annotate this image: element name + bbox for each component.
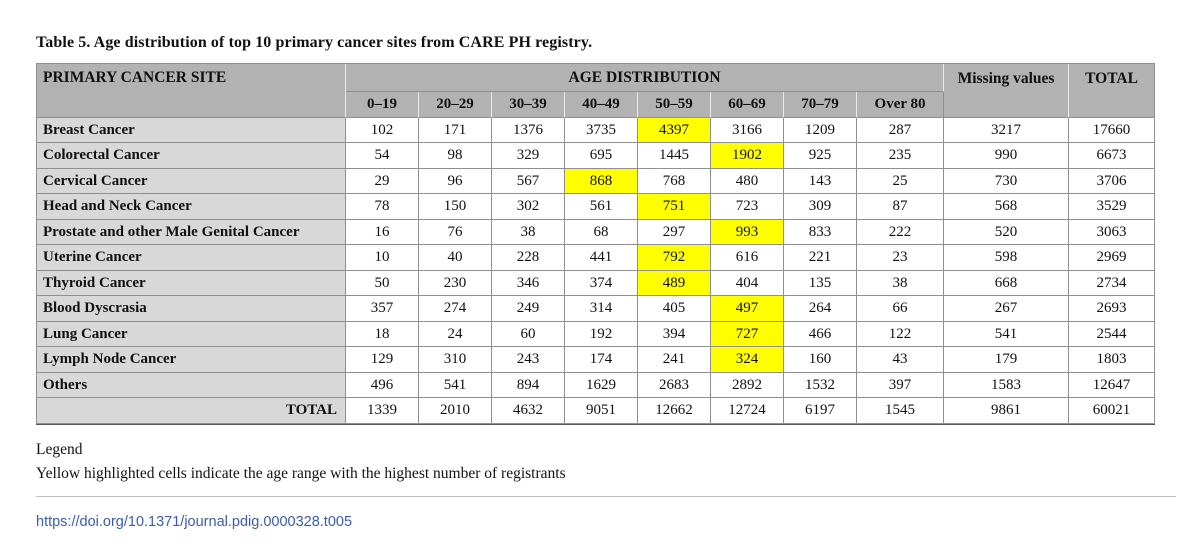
age-cell: 404 bbox=[711, 271, 784, 297]
age-cell: 1445 bbox=[638, 143, 711, 169]
table-row bbox=[37, 296, 1155, 322]
total-age-cell: 9051 bbox=[565, 398, 638, 424]
missing-values-cell: 3217 bbox=[944, 118, 1069, 144]
total-age-cell: 12662 bbox=[638, 398, 711, 424]
age-cell-highlighted: 324 bbox=[711, 347, 784, 373]
age-cell: 274 bbox=[419, 296, 492, 322]
col-header-age-20-29: 20–29 bbox=[419, 92, 492, 118]
age-cell: 221 bbox=[784, 245, 857, 271]
data-table bbox=[36, 63, 1155, 425]
age-cell-highlighted: 792 bbox=[638, 245, 711, 271]
age-cell: 2683 bbox=[638, 373, 711, 399]
row-label: Blood Dyscrasia bbox=[37, 296, 346, 322]
row-total-cell: 6673 bbox=[1069, 143, 1155, 169]
age-cell: 496 bbox=[346, 373, 419, 399]
age-cell: 222 bbox=[857, 220, 944, 246]
table-row bbox=[37, 143, 1155, 169]
age-cell: 76 bbox=[419, 220, 492, 246]
age-cell: 38 bbox=[492, 220, 565, 246]
missing-values-cell: 990 bbox=[944, 143, 1069, 169]
row-label: Cervical Cancer bbox=[37, 169, 346, 195]
total-row-label: TOTAL bbox=[37, 398, 346, 424]
age-cell: 122 bbox=[857, 322, 944, 348]
age-cell-highlighted: 1902 bbox=[711, 143, 784, 169]
total-age-cell: 1545 bbox=[857, 398, 944, 424]
row-label: Others bbox=[37, 373, 346, 399]
total-missing-cell: 9861 bbox=[944, 398, 1069, 424]
age-cell: 561 bbox=[565, 194, 638, 220]
col-header-age-distribution: AGE DISTRIBUTION bbox=[346, 64, 944, 92]
age-cell: 314 bbox=[565, 296, 638, 322]
table-body bbox=[37, 118, 1155, 424]
age-cell: 96 bbox=[419, 169, 492, 195]
table-row bbox=[37, 245, 1155, 271]
age-cell: 329 bbox=[492, 143, 565, 169]
age-cell: 309 bbox=[784, 194, 857, 220]
row-total-cell: 2544 bbox=[1069, 322, 1155, 348]
age-cell: 60 bbox=[492, 322, 565, 348]
age-cell: 1629 bbox=[565, 373, 638, 399]
age-cell: 29 bbox=[346, 169, 419, 195]
age-cell: 297 bbox=[638, 220, 711, 246]
age-cell: 87 bbox=[857, 194, 944, 220]
missing-values-cell: 668 bbox=[944, 271, 1069, 297]
age-cell: 616 bbox=[711, 245, 784, 271]
age-cell-highlighted: 868 bbox=[565, 169, 638, 195]
age-cell: 66 bbox=[857, 296, 944, 322]
row-label: Head and Neck Cancer bbox=[37, 194, 346, 220]
table-row bbox=[37, 220, 1155, 246]
age-cell: 3166 bbox=[711, 118, 784, 144]
row-label: Lymph Node Cancer bbox=[37, 347, 346, 373]
col-header-missing-values: Missing values bbox=[944, 64, 1069, 118]
col-header-age-30-39: 30–39 bbox=[492, 92, 565, 118]
legend-heading: Legend bbox=[36, 440, 83, 458]
missing-values-cell: 179 bbox=[944, 347, 1069, 373]
col-header-age-40-49: 40–49 bbox=[565, 92, 638, 118]
age-cell: 25 bbox=[857, 169, 944, 195]
age-cell: 171 bbox=[419, 118, 492, 144]
age-cell: 466 bbox=[784, 322, 857, 348]
age-cell: 135 bbox=[784, 271, 857, 297]
row-total-cell: 1803 bbox=[1069, 347, 1155, 373]
row-label: Colorectal Cancer bbox=[37, 143, 346, 169]
age-cell: 1532 bbox=[784, 373, 857, 399]
row-total-cell: 12647 bbox=[1069, 373, 1155, 399]
age-cell: 397 bbox=[857, 373, 944, 399]
missing-values-cell: 598 bbox=[944, 245, 1069, 271]
table-caption: Table 5. Age distribution of top 10 primary cancer sites from CARE PH registry. bbox=[36, 34, 593, 51]
age-cell: 249 bbox=[492, 296, 565, 322]
missing-values-cell: 520 bbox=[944, 220, 1069, 246]
missing-values-cell: 730 bbox=[944, 169, 1069, 195]
age-cell: 3735 bbox=[565, 118, 638, 144]
age-cell: 174 bbox=[565, 347, 638, 373]
col-header-age-60-69: 60–69 bbox=[711, 92, 784, 118]
missing-values-cell: 568 bbox=[944, 194, 1069, 220]
row-total-cell: 17660 bbox=[1069, 118, 1155, 144]
age-cell: 160 bbox=[784, 347, 857, 373]
total-age-cell: 2010 bbox=[419, 398, 492, 424]
col-header-total: TOTAL bbox=[1069, 64, 1155, 118]
age-cell: 98 bbox=[419, 143, 492, 169]
age-cell: 16 bbox=[346, 220, 419, 246]
age-cell: 567 bbox=[492, 169, 565, 195]
age-cell: 723 bbox=[711, 194, 784, 220]
row-total-cell: 2693 bbox=[1069, 296, 1155, 322]
table-row bbox=[37, 169, 1155, 195]
age-cell: 23 bbox=[857, 245, 944, 271]
age-cell: 1209 bbox=[784, 118, 857, 144]
age-cell-highlighted: 751 bbox=[638, 194, 711, 220]
age-cell: 264 bbox=[784, 296, 857, 322]
age-cell: 405 bbox=[638, 296, 711, 322]
doi-link[interactable]: https://doi.org/10.1371/journal.pdig.0000328.t005 bbox=[36, 513, 353, 530]
age-cell: 310 bbox=[419, 347, 492, 373]
legend-block bbox=[36, 441, 1170, 483]
age-cell: 357 bbox=[346, 296, 419, 322]
age-cell: 480 bbox=[711, 169, 784, 195]
col-header-age-over-80: Over 80 bbox=[857, 92, 944, 118]
row-total-cell: 2734 bbox=[1069, 271, 1155, 297]
row-label: Breast Cancer bbox=[37, 118, 346, 144]
age-cell: 230 bbox=[419, 271, 492, 297]
missing-values-cell: 541 bbox=[944, 322, 1069, 348]
age-cell: 43 bbox=[857, 347, 944, 373]
age-cell: 235 bbox=[857, 143, 944, 169]
table-row bbox=[37, 271, 1155, 297]
total-age-cell: 6197 bbox=[784, 398, 857, 424]
age-cell: 243 bbox=[492, 347, 565, 373]
age-cell: 143 bbox=[784, 169, 857, 195]
row-label: Lung Cancer bbox=[37, 322, 346, 348]
age-cell-highlighted: 489 bbox=[638, 271, 711, 297]
col-header-age-0-19: 0–19 bbox=[346, 92, 419, 118]
age-cell: 241 bbox=[638, 347, 711, 373]
age-cell: 102 bbox=[346, 118, 419, 144]
table-header bbox=[37, 64, 1155, 118]
age-cell: 228 bbox=[492, 245, 565, 271]
age-cell: 768 bbox=[638, 169, 711, 195]
age-cell: 150 bbox=[419, 194, 492, 220]
age-cell: 346 bbox=[492, 271, 565, 297]
age-cell: 925 bbox=[784, 143, 857, 169]
age-cell: 374 bbox=[565, 271, 638, 297]
table-row bbox=[37, 322, 1155, 348]
missing-values-cell: 267 bbox=[944, 296, 1069, 322]
table-row bbox=[37, 347, 1155, 373]
total-age-cell: 4632 bbox=[492, 398, 565, 424]
row-label: Thyroid Cancer bbox=[37, 271, 346, 297]
age-cell: 441 bbox=[565, 245, 638, 271]
age-cell-highlighted: 727 bbox=[711, 322, 784, 348]
row-total-cell: 2969 bbox=[1069, 245, 1155, 271]
row-total-cell: 3529 bbox=[1069, 194, 1155, 220]
age-cell: 68 bbox=[565, 220, 638, 246]
age-cell: 302 bbox=[492, 194, 565, 220]
total-age-cell: 12724 bbox=[711, 398, 784, 424]
age-cell: 18 bbox=[346, 322, 419, 348]
age-cell: 50 bbox=[346, 271, 419, 297]
legend-text: Yellow highlighted cells indicate the age range with the highest number of registrants bbox=[36, 464, 566, 482]
age-cell-highlighted: 993 bbox=[711, 220, 784, 246]
age-cell: 2892 bbox=[711, 373, 784, 399]
row-label: Uterine Cancer bbox=[37, 245, 346, 271]
age-cell: 10 bbox=[346, 245, 419, 271]
age-cell: 287 bbox=[857, 118, 944, 144]
table-total-row bbox=[37, 398, 1155, 424]
grand-total-cell: 60021 bbox=[1069, 398, 1155, 424]
row-total-cell: 3706 bbox=[1069, 169, 1155, 195]
missing-values-cell: 1583 bbox=[944, 373, 1069, 399]
age-cell-highlighted: 4397 bbox=[638, 118, 711, 144]
table-row bbox=[37, 118, 1155, 144]
age-cell: 394 bbox=[638, 322, 711, 348]
col-header-age-50-59: 50–59 bbox=[638, 92, 711, 118]
age-cell: 54 bbox=[346, 143, 419, 169]
age-cell: 1376 bbox=[492, 118, 565, 144]
age-cell: 78 bbox=[346, 194, 419, 220]
total-age-cell: 1339 bbox=[346, 398, 419, 424]
age-cell-highlighted: 497 bbox=[711, 296, 784, 322]
age-cell: 40 bbox=[419, 245, 492, 271]
age-cell: 894 bbox=[492, 373, 565, 399]
age-cell: 541 bbox=[419, 373, 492, 399]
separator-line bbox=[36, 496, 1176, 497]
row-label: Prostate and other Male Genital Cancer bbox=[37, 220, 346, 246]
table-row bbox=[37, 194, 1155, 220]
age-cell: 695 bbox=[565, 143, 638, 169]
age-cell: 24 bbox=[419, 322, 492, 348]
col-header-primary-site: PRIMARY CANCER SITE bbox=[37, 64, 346, 118]
row-total-cell: 3063 bbox=[1069, 220, 1155, 246]
col-header-age-70-79: 70–79 bbox=[784, 92, 857, 118]
table-row bbox=[37, 373, 1155, 399]
age-cell: 833 bbox=[784, 220, 857, 246]
age-cell: 192 bbox=[565, 322, 638, 348]
age-cell: 129 bbox=[346, 347, 419, 373]
age-cell: 38 bbox=[857, 271, 944, 297]
